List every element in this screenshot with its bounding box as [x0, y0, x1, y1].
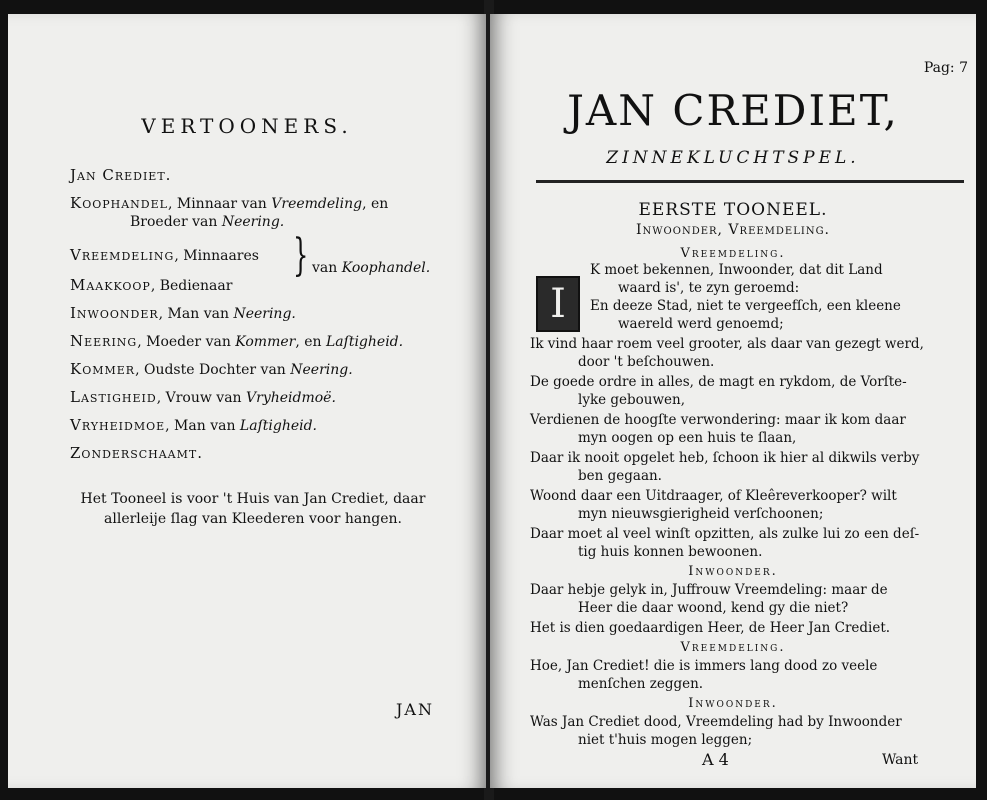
cast-entry — [70, 194, 388, 212]
cast-name: Vreemdeling — [70, 246, 175, 264]
cast-name: Lastigheid — [70, 388, 157, 406]
verse-line: Hoe, Jan Crediet! die is immers lang dood zo veele — [530, 658, 878, 674]
catchword: Want — [882, 752, 919, 768]
cast-entry — [70, 332, 403, 350]
page-number: Pag: 7 — [923, 60, 968, 76]
decorated-initial-icon: I — [536, 276, 580, 332]
cast-name: Jan Crediet. — [70, 166, 172, 184]
play-title: JAN CREDIET, — [567, 86, 899, 135]
cast-name: Koophandel — [70, 194, 168, 212]
cast-entry — [70, 444, 203, 462]
speaker-label: Vreemdeling. — [680, 246, 786, 261]
cast-entry — [70, 416, 317, 434]
verse-line: K moet bekennen, Inwoonder, dat dit Land — [590, 262, 883, 278]
play-subtitle: ZINNEKLUCHTSPEL. — [606, 148, 860, 168]
cast-desc: , Oudste Dochter van — [135, 362, 291, 378]
verse-line: Daar hebje gelyk in, Juffrouw Vreemdeling: maar de — [530, 582, 888, 598]
catchword: JAN — [396, 700, 434, 719]
signature-mark: A 4 — [702, 750, 729, 769]
scene-setting-note: Het Tooneel is voor 't Huis van Jan Crediet, daar allerleije ſlag van Kleederen voor hangen. — [80, 491, 426, 527]
left-page — [8, 14, 486, 788]
cast-entry — [70, 276, 232, 294]
cast-desc: , Moeder van — [137, 334, 236, 350]
verse-line: ben gegaan. — [578, 468, 662, 484]
cast-name: Vryheidmoe — [70, 416, 166, 434]
cast-desc-italic: Vreemdeling — [271, 196, 363, 212]
verse-line: De goede ordre in alles, de magt en rykdom, de Vorſte- — [530, 374, 907, 390]
cast-name: Kommer — [70, 360, 136, 378]
cast-desc: Broeder van — [130, 214, 222, 230]
right-page — [490, 14, 976, 788]
cast-entry — [70, 166, 171, 184]
verse-line: lyke gebouwen, — [578, 392, 686, 408]
cast-entry-continuation — [130, 214, 284, 230]
cast-desc-tail: , en — [362, 196, 389, 212]
verse-line: menſchen zeggen. — [578, 676, 704, 692]
curly-brace-icon: } — [293, 230, 309, 281]
cast-desc-italic: Laſtigheid. — [326, 334, 404, 350]
cast-entry — [70, 388, 336, 406]
cast-desc-italic: Kommer — [235, 334, 296, 350]
cast-entry — [70, 360, 353, 378]
speaker-label: Inwoonder. — [688, 564, 778, 579]
cast-desc: , Man van — [158, 306, 234, 322]
verse-line: door 't beſchouwen. — [578, 354, 715, 370]
speaker-label: Inwoonder. — [688, 696, 778, 711]
cast-desc: , Vrouw van — [156, 390, 247, 406]
cast-desc-italic: Neering. — [221, 214, 285, 230]
verse-line: Daar moet al veel winſt opzitten, als zulke lui zo een deſ- — [530, 526, 920, 542]
cast-desc: , Minnaar van — [167, 196, 272, 212]
cast-entry — [70, 246, 259, 264]
cast-name: Inwoonder — [70, 304, 159, 322]
verse-line: Het is dien goedaardigen Heer, de Heer Jan Crediet. — [530, 620, 891, 636]
brace-target-italic: Koophandel. — [341, 260, 431, 276]
verse-line: Ik vind haar roem veel grooter, als daar van gezegt werd, — [530, 336, 924, 352]
verse-line: waard is', te zyn geroemd: — [618, 280, 800, 296]
cast-desc: , Man van — [165, 418, 240, 434]
cast-list-title: VERTOONERS. — [141, 114, 353, 138]
cast-entry — [70, 304, 296, 322]
verse-line: Woond daar een Uitdraager, of Kleêreverkooper? wilt — [530, 488, 897, 504]
cast-name: Neering — [70, 332, 138, 350]
cast-desc-italic: Laſtigheid. — [239, 418, 318, 434]
scene-characters: Inwoonder, Vreemdeling. — [635, 222, 831, 238]
verse-line: Was Jan Crediet dood, Vreemdeling had by Inwoonder — [530, 714, 902, 730]
verse-line: waereld werd genoemd; — [618, 316, 784, 332]
verse-line: myn oogen op een huis te ſlaan, — [578, 430, 797, 446]
verse-line: Daar ik nooit opgelet heb, ſchoon ik hier al dikwils verby — [530, 450, 920, 466]
scene-title: EERSTE TOONEEL. — [638, 200, 828, 220]
title-rule — [536, 180, 964, 183]
cast-desc-tail: , en — [295, 334, 326, 350]
verse-line: niet t'huis mogen leggen; — [578, 732, 753, 748]
cast-desc: , Bedienaar — [150, 278, 233, 294]
brace-target-text: van — [312, 260, 342, 276]
cast-name: Zonderschaamt. — [70, 444, 203, 462]
verse-line: Heer die daar woond, kend gy die niet? — [578, 600, 849, 616]
verse-line: Verdienen de hoogſte verwondering: maar ik kom daar — [530, 412, 906, 428]
cast-desc: , Minnaares — [174, 248, 259, 264]
verse-line: tig huis konnen bewoonen. — [578, 544, 763, 560]
cast-desc-italic: Vryheidmoë. — [246, 390, 336, 406]
cast-desc-italic: Neering. — [233, 306, 296, 322]
verse-line: myn nieuwsgierigheid verſchoonen; — [578, 506, 824, 522]
speaker-label: Vreemdeling. — [680, 640, 786, 655]
cast-desc-italic: Neering. — [290, 362, 353, 378]
brace-target — [312, 260, 430, 276]
cast-name: Maakkoop — [70, 276, 151, 294]
verse-line: En deeze Stad, niet te vergeefſch, een kleene — [590, 298, 901, 314]
